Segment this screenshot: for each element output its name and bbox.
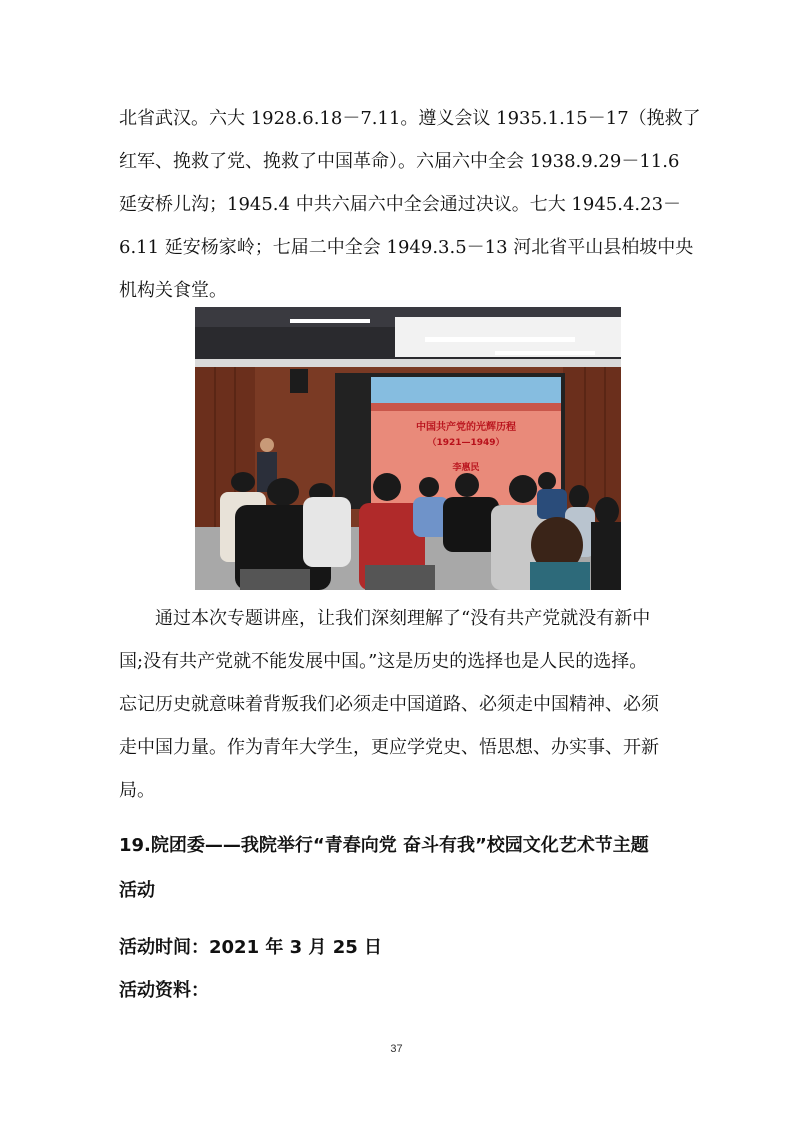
paragraph-line: 北省武汉。六大 1928.6.18－7.11。遵义会议 1935.1.15－17（挽救了 [119,108,701,129]
paragraph-line: 通过本次专题讲座，让我们深刻理解了“没有共产党就没有新中 [155,608,651,629]
paragraph-line: 延安桥儿沟；1945.4 中共六届六中全会通过决议。七大 1945.4.23－ [119,194,682,215]
reflection-paragraph [119,597,679,812]
screen-speaker: 李惠民 [452,463,480,473]
paragraph-line: 6.11 延安杨家岭；七届二中全会 1949.3.5－13 河北省平山县柏坡中央 [119,237,694,258]
activity-materials: 活动资料： [119,980,209,1001]
lecture-photo [195,307,621,590]
top-paragraph [119,97,701,312]
paragraph-line: 忘记历史就意味着背叛我们必须走中国道路、必须走中国精神、必须 [119,694,659,715]
paragraph-line: 局。 [119,780,155,801]
section-title-line1: 19.院团委——我院举行“青春向党 奋斗有我”校园文化艺术节主题 [119,835,649,856]
paragraph-line: 机构关食堂。 [119,280,227,301]
paragraph-line: 国;没有共产党就不能发展中国。”这是历史的选择也是人民的选择。 [119,651,648,672]
screen-years: （1921—1949） [427,438,505,448]
activity-time: 活动时间：2021 年 3 月 25 日 [119,937,383,958]
paragraph-line: 红军、挽救了党、挽救了中国革命）。六届六中全会 1938.9.29－11.6 [119,151,680,172]
paragraph-line: 走中国力量。作为青年大学生，更应学党史、悟思想、办实事、开新 [119,737,659,758]
screen-title: 中国共产党的光辉历程 [416,422,516,433]
page-number: 37 [390,1043,403,1055]
section-title-line2: 活动 [119,880,155,901]
